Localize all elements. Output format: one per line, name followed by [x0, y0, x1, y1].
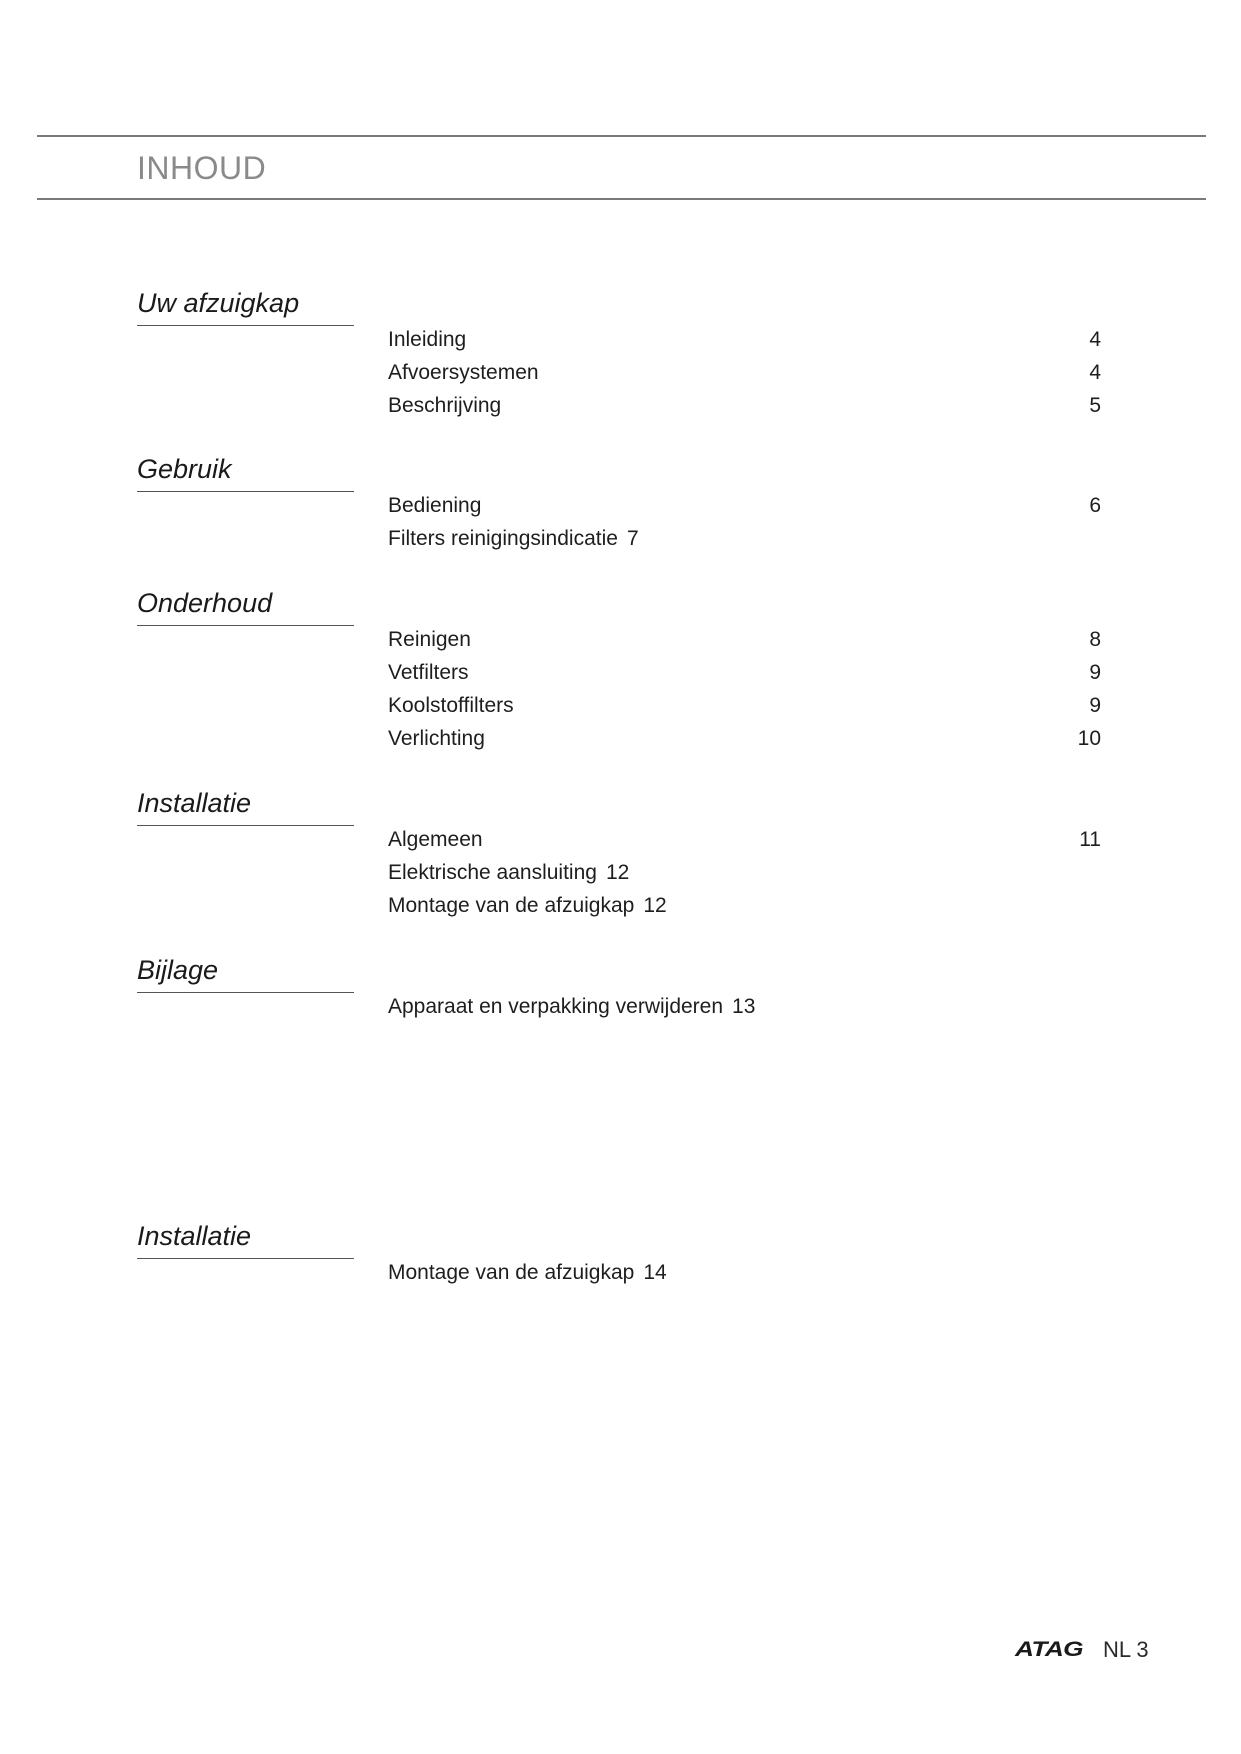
toc-entry-title: Algemeen — [388, 828, 483, 851]
section-heading-gebruik: Gebruik — [137, 452, 354, 492]
section-heading-installatie-2: Installatie — [137, 1219, 354, 1259]
toc-entry-title: Vetfilters — [388, 661, 469, 684]
toc-entry[interactable] — [388, 623, 1101, 656]
toc-entry-title — [388, 990, 755, 1023]
toc-entry[interactable] — [388, 722, 1101, 755]
toc-entry[interactable] — [388, 856, 1101, 889]
toc-entry-title — [388, 1256, 667, 1289]
toc-entry-title-text: Montage van de afzuigkap — [388, 894, 635, 917]
toc-entry-title: Koolstoffilters — [388, 694, 514, 717]
toc-entry-page: 8 — [1089, 628, 1101, 651]
section-heading-bijlage: Bijlage — [137, 953, 354, 993]
toc-entry-title — [388, 522, 639, 555]
toc-entry[interactable] — [388, 323, 1101, 356]
toc-entry-title: Bediening — [388, 494, 482, 517]
toc-entry-title — [388, 856, 629, 889]
toc-entry-title-text: Apparaat en verpakking verwijderen — [388, 995, 724, 1018]
toc-entry-page: 12 — [605, 861, 630, 884]
toc-entry-title-text: Montage van de afzuigkap — [388, 1261, 635, 1284]
toc-entry-title: Afvoersystemen — [388, 361, 539, 384]
toc-entry-page: 10 — [1077, 727, 1101, 750]
toc-entry-page: 11 — [1079, 828, 1101, 851]
toc-entry-page: 5 — [1089, 394, 1101, 417]
header-top-rule — [37, 135, 1206, 137]
atag-logo: ATAG — [1015, 1638, 1083, 1661]
toc-entry[interactable] — [388, 823, 1101, 856]
toc-entry-title: Inleiding — [388, 328, 467, 351]
toc-entry-page: 12 — [643, 894, 667, 917]
section-heading-onderhoud: Onderhoud — [137, 586, 354, 626]
toc-entry[interactable] — [388, 522, 1101, 555]
toc-entry-page: 4 — [1089, 361, 1101, 384]
page-title: INHOUD — [137, 150, 267, 186]
toc-entry-page: 9 — [1089, 661, 1101, 684]
toc-entry-title: Beschrijving — [388, 394, 502, 417]
toc-entry[interactable] — [388, 656, 1101, 689]
toc-entry-title: Verlichting — [388, 727, 485, 750]
toc-entry-page: 7 — [626, 527, 639, 550]
toc-entry-page: 4 — [1089, 328, 1101, 351]
page-number: NL 3 — [1103, 1637, 1149, 1662]
toc-entry-title-text: Elektrische aansluiting — [388, 861, 597, 884]
toc-entry[interactable] — [388, 356, 1101, 389]
toc-entry-title-text: Filters reinigingsindicatie — [388, 527, 618, 550]
toc-entry-page: 14 — [643, 1261, 667, 1284]
toc-entry[interactable] — [388, 389, 1101, 422]
toc-entry[interactable] — [388, 1256, 1101, 1289]
toc-entry-page: 9 — [1089, 694, 1101, 717]
section-heading-uw-afzuigkap: Uw afzuigkap — [137, 286, 354, 326]
toc-entry[interactable] — [388, 889, 1101, 922]
toc-entry-title — [388, 889, 667, 922]
toc-entry[interactable] — [388, 990, 1101, 1023]
toc-entry[interactable] — [388, 689, 1101, 722]
header-bottom-rule — [37, 198, 1206, 200]
toc-entry-page: 13 — [732, 995, 756, 1018]
toc-entry-title: Reinigen — [388, 628, 471, 651]
section-heading-installatie: Installatie — [137, 786, 354, 826]
toc-entry-page: 6 — [1089, 494, 1101, 517]
toc-entry[interactable] — [388, 489, 1101, 522]
